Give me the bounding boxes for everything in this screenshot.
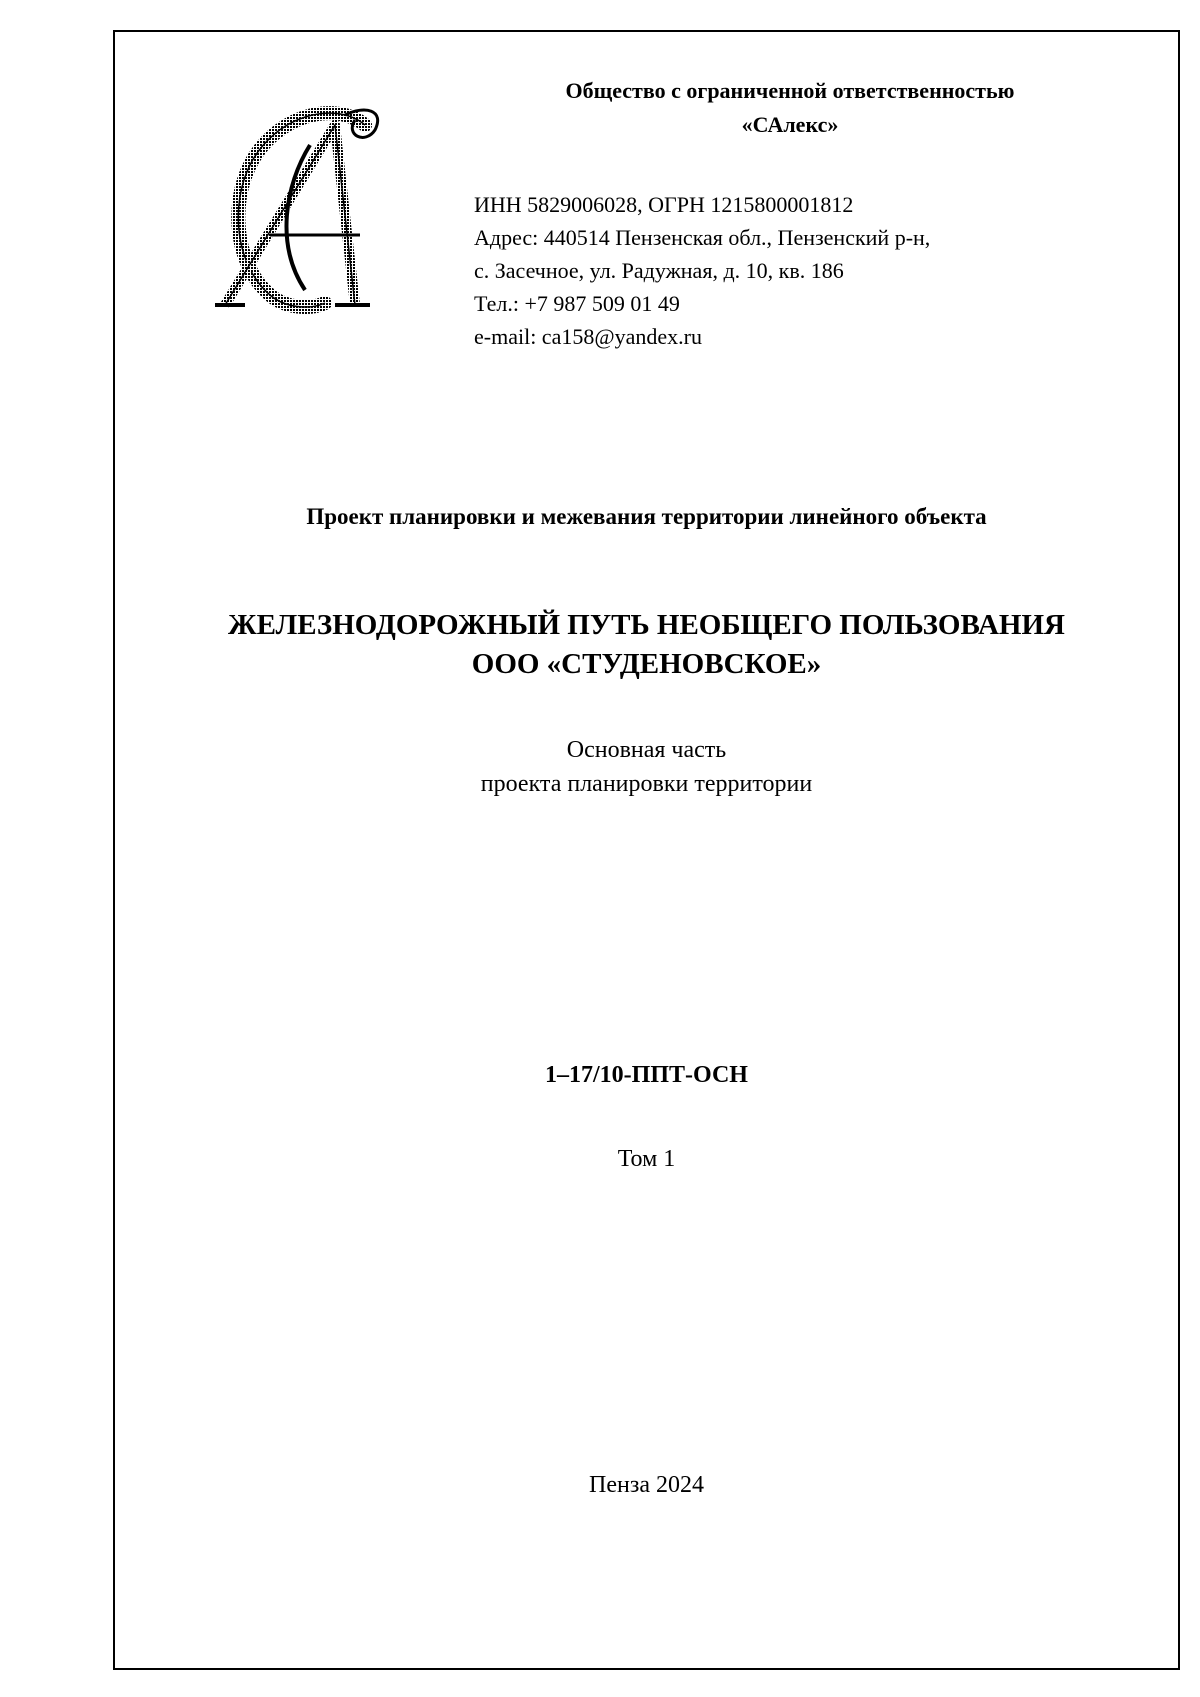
inn-ogrn: ИНН 5829006028, ОГРН 1215800001812: [474, 192, 854, 217]
part-line2: проекта планировки территории: [480, 771, 813, 797]
contact-block: [474, 188, 930, 353]
monogram-sa-logo-icon: [215, 105, 405, 320]
city-year: Пенза 2024: [589, 1472, 704, 1498]
part-line1: Основная часть: [566, 737, 727, 763]
address-line2: с. Засечное, ул. Радужная, д. 10, кв. 186: [474, 258, 844, 283]
organization-name-line2: «САлекс»: [741, 112, 839, 137]
volume-number: Том 1: [617, 1146, 676, 1172]
address-line1: Адрес: 440514 Пензенская обл., Пензенский р-н,: [474, 225, 931, 250]
email: e-mail: ca158@yandex.ru: [474, 324, 702, 349]
document-title-line1: ЖЕЛЕЗНОДОРОЖНЫЙ ПУТЬ НЕОБЩЕГО ПОЛЬЗОВАНИЯ: [227, 609, 1065, 641]
organization-name-line1: Общество с ограниченной ответственностью: [565, 78, 1015, 103]
project-type: Проект планировки и межевания территории линейного объекта: [306, 504, 987, 529]
document-code: 1–17/10-ППТ-ОСН: [545, 1062, 748, 1088]
phone: Тел.: +7 987 509 01 49: [474, 291, 680, 316]
document-title-line2: ООО «СТУДЕНОВСКОЕ»: [471, 648, 822, 680]
